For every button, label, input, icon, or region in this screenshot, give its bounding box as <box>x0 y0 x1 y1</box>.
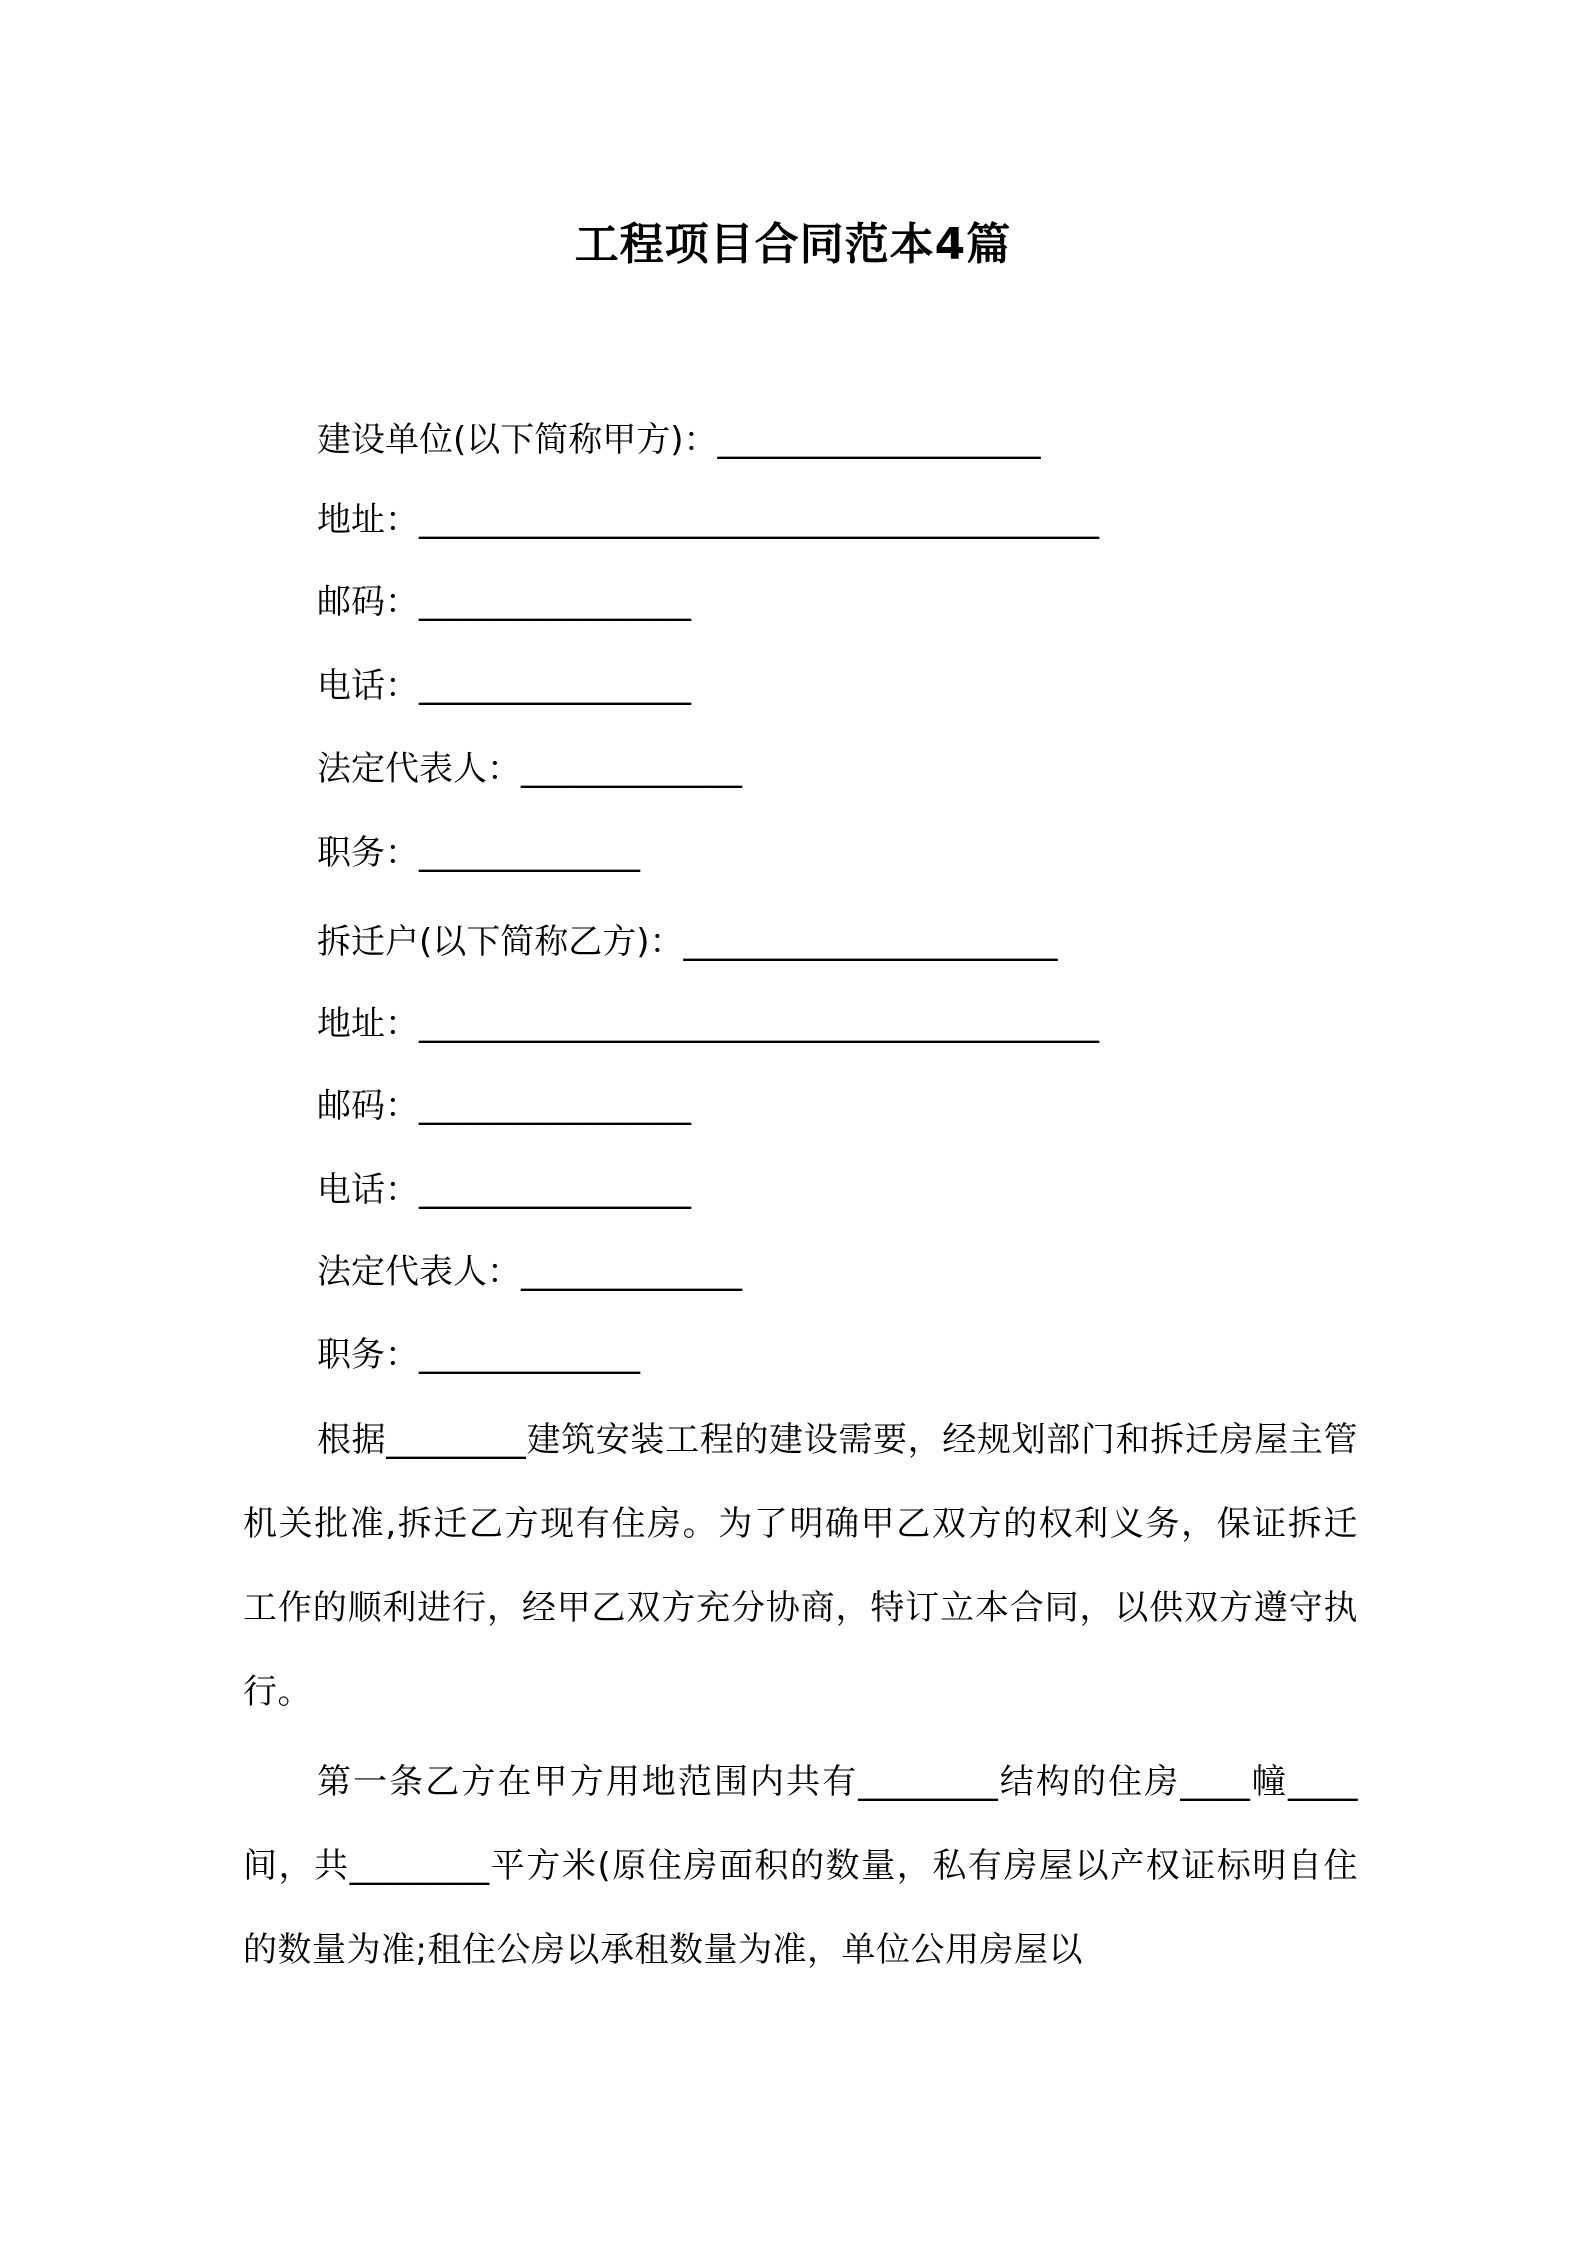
party-a-position-line: 职务：_____________ <box>317 833 640 873</box>
party-b-legal-rep-line: 法定代表人：_____________ <box>317 1252 742 1292</box>
party-b-postcode-line: 邮码：________________ <box>317 1086 691 1126</box>
intro-paragraph: 根据________建筑安装工程的建设需要，经规划部门和拆迁房屋主管机关批准,拆迁乙方现有住房。为了明确甲乙双方的权利义务，保证拆迁工作的顺利进行，经甲乙双方充分协商，特订立本合同，以供双方遵守执行。 <box>243 1420 1358 1712</box>
party-a-postcode-line: 邮码：________________ <box>317 582 691 622</box>
party-b-phone-line: 电话：________________ <box>317 1170 691 1210</box>
party-a-name-line: 建设单位(以下简称甲方)：___________________ <box>317 420 1041 460</box>
party-b-address-line: 地址：________________________________________ <box>317 1004 1099 1044</box>
party-b-name-line: 拆迁户(以下简称乙方)：______________________ <box>317 922 1058 962</box>
party-a-phone-line: 电话：________________ <box>317 666 691 706</box>
article-one-paragraph: 第一条乙方在甲方用地范围内共有________结构的住房____幢____间，共________平方米(原住房面积的数量，私有房屋以产权证标明自住的数量为准;租住公房以承租数量为准，单位公用房屋以 <box>243 1762 1358 1970</box>
party-a-legal-rep-line: 法定代表人：_____________ <box>317 749 742 789</box>
document-title: 工程项目合同范本4篇 <box>574 219 1012 270</box>
party-a-address-line: 地址：________________________________________ <box>317 500 1099 540</box>
party-b-position-line: 职务：_____________ <box>317 1335 640 1375</box>
